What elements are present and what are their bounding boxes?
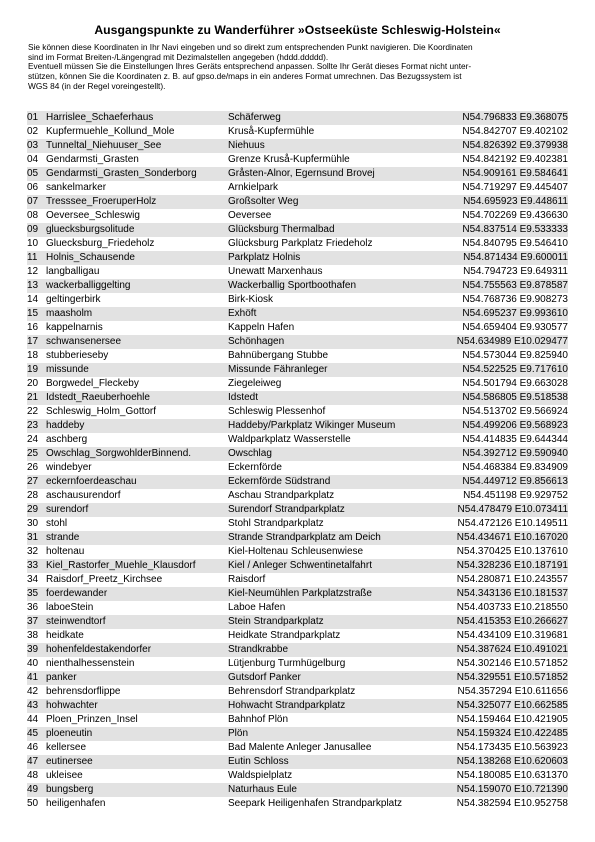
row-coordinates: N54.159324 E10.422485 (456, 728, 568, 739)
row-coordinates: N54.768736 E9.908273 (462, 294, 568, 305)
row-coordinates: N54.357294 E10.611656 (457, 686, 568, 697)
table-row (27, 265, 568, 279)
row-identifier: Harrislee_Schaeferhaus (46, 112, 154, 123)
row-number: 47 (27, 756, 39, 767)
row-location-name: Bahnübergang Stubbe (228, 350, 329, 361)
table-row (27, 363, 568, 377)
row-coordinates: N54.695923 E9.448611 (463, 196, 568, 207)
row-location-name: Bad Malente Anleger Janusallee (228, 742, 372, 753)
row-location-name: Glücksburg Parkplatz Friedeholz (228, 238, 373, 249)
row-location-name: Plön (228, 728, 249, 739)
row-coordinates: N54.840795 E9.546410 (462, 238, 568, 249)
table-row (27, 111, 568, 125)
row-identifier: geltingerbirk (46, 294, 101, 305)
table-row (27, 153, 568, 167)
row-coordinates: N54.382594 E10.952758 (456, 798, 568, 809)
row-location-name: Gråsten-Alnor, Egernsund Brovej (228, 168, 375, 179)
row-identifier: eutinersee (46, 756, 93, 767)
table-row (27, 531, 568, 545)
row-number: 05 (27, 168, 39, 179)
table-row (27, 699, 568, 713)
row-coordinates: N54.173435 E10.563923 (456, 742, 568, 753)
row-location-name: Behrensdorf Strandparkplatz (228, 686, 356, 697)
row-coordinates: N54.842192 E9.402381 (462, 154, 568, 165)
table-row (27, 755, 568, 769)
row-number: 35 (27, 588, 39, 599)
row-number: 10 (27, 238, 39, 249)
row-number: 13 (27, 280, 39, 291)
row-identifier: wackerballiggelting (46, 280, 131, 291)
row-coordinates: N54.573044 E9.825940 (462, 350, 568, 361)
row-identifier: eckernfoerdeaschau (46, 476, 137, 487)
row-coordinates: N54.522525 E9.717610 (462, 364, 568, 375)
row-number: 29 (27, 504, 39, 515)
row-coordinates: N54.138268 E10.620603 (456, 756, 568, 767)
table-row (27, 447, 568, 461)
table-row (27, 251, 568, 265)
row-number: 49 (27, 784, 39, 795)
row-coordinates: N54.842707 E9.402102 (462, 126, 568, 137)
row-location-name: Stohl Strandparkplatz (228, 518, 324, 529)
row-number: 21 (27, 392, 39, 403)
row-number: 30 (27, 518, 39, 529)
row-identifier: schwansenersee (46, 336, 122, 347)
row-coordinates: N54.719297 E9.445407 (462, 182, 568, 193)
table-row (27, 587, 568, 601)
row-coordinates: N54.659404 E9.930577 (462, 322, 568, 333)
row-coordinates: N54.513702 E9.566924 (462, 406, 568, 417)
row-location-name: Parkplatz Holnis (228, 252, 301, 263)
row-location-name: Kiel / Anleger Schwentinetalfahrt (228, 560, 372, 571)
table-row (27, 573, 568, 587)
row-location-name: Seepark Heiligenhafen Strandparkplatz (228, 798, 402, 809)
row-coordinates: N54.449712 E9.856613 (462, 476, 568, 487)
row-identifier: stubberieseby (46, 350, 109, 361)
row-coordinates: N54.796833 E9.368075 (462, 112, 568, 123)
row-location-name: Oeversee (228, 210, 272, 221)
row-location-name: Surendorf Strandparkplatz (228, 504, 345, 515)
row-identifier: windebyer (46, 462, 92, 473)
page-title: Ausgangspunkte zu Wanderführer »Ostseeküste Schleswig-Holstein« (94, 23, 501, 37)
intro-line: stützen, können Sie die Koordinaten z. B. auf gpso.de/maps in ein anderes Format umrechnen. Das Bezugssystem ist (28, 71, 462, 82)
row-number: 07 (27, 196, 39, 207)
row-identifier: hohwachter (46, 700, 98, 711)
row-identifier: steinwendtorf (46, 616, 106, 627)
row-location-name: Glücksburg Thermalbad (228, 224, 335, 235)
table-row (27, 335, 568, 349)
row-number: 15 (27, 308, 39, 319)
row-location-name: Kiel-Neumühlen Parkplatzstraße (228, 588, 372, 599)
row-number: 03 (27, 140, 39, 151)
row-location-name: Hohwacht Strandparkplatz (228, 700, 346, 711)
row-coordinates: N54.871434 E9.600011 (463, 252, 568, 263)
row-identifier: nienthalhessenstein (46, 658, 135, 669)
table-row (27, 433, 568, 447)
row-identifier: aschberg (46, 434, 88, 445)
row-identifier: Gendarmsti_Grasten (46, 154, 139, 165)
row-coordinates: N54.325077 E10.662585 (456, 700, 568, 711)
row-identifier: heidkate (46, 630, 84, 641)
row-identifier: haddeby (46, 420, 85, 431)
table-row (27, 321, 568, 335)
row-number: 17 (27, 336, 39, 347)
row-number: 01 (27, 112, 39, 123)
row-number: 38 (27, 630, 39, 641)
row-identifier: Tresssee_FroeruperHolz (46, 196, 157, 207)
table-row (27, 195, 568, 209)
row-location-name: Kappeln Hafen (228, 322, 295, 333)
row-number: 40 (27, 658, 39, 669)
row-number: 16 (27, 322, 39, 333)
row-identifier: Tunneltal_Niehuuser_See (46, 140, 162, 151)
row-location-name: Stein Strandparkplatz (228, 616, 324, 627)
coordinates-table (27, 111, 568, 811)
table-row (27, 503, 568, 517)
row-location-name: Eutin Schloss (228, 756, 289, 767)
row-coordinates: N54.468384 E9.834909 (462, 462, 568, 473)
table-row (27, 461, 568, 475)
row-number: 44 (27, 714, 39, 725)
row-number: 14 (27, 294, 39, 305)
row-coordinates: N54.387624 E10.491021 (456, 644, 568, 655)
row-location-name: Naturhaus Eule (228, 784, 297, 795)
row-coordinates: N54.702269 E9.436630 (462, 210, 568, 221)
table-row (27, 181, 568, 195)
row-location-name: Ziegeleiweg (228, 378, 282, 389)
row-coordinates: N54.434671 E10.167020 (456, 532, 568, 543)
row-coordinates: N54.414835 E9.644344 (462, 434, 568, 445)
table-row (27, 671, 568, 685)
row-coordinates: N54.478479 E10.073411 (457, 504, 568, 515)
row-location-name: Strande Strandparkplatz am Deich (228, 532, 381, 543)
row-location-name: Kiel-Holtenau Schleusenwiese (228, 546, 364, 557)
row-coordinates: N54.695237 E9.993610 (462, 308, 568, 319)
row-location-name: Arnkielpark (228, 182, 279, 193)
row-number: 11 (27, 252, 38, 263)
row-identifier: behrensdorflippe (46, 686, 121, 697)
table-row (27, 139, 568, 153)
row-location-name: Lütjenburg Turmhügelburg (228, 658, 346, 669)
row-number: 34 (27, 574, 39, 585)
row-number: 46 (27, 742, 39, 753)
row-identifier: aschausurendorf (46, 490, 121, 501)
row-location-name: Bahnhof Plön (228, 714, 289, 725)
row-coordinates: N54.180085 E10.631370 (456, 770, 568, 781)
row-number: 42 (27, 686, 39, 697)
table-row (27, 741, 568, 755)
row-coordinates: N54.794723 E9.649311 (463, 266, 568, 277)
row-location-name: Raisdorf (228, 574, 266, 585)
row-identifier: panker (46, 672, 77, 683)
row-coordinates: N54.434109 E10.319681 (456, 630, 568, 641)
row-number: 06 (27, 182, 39, 193)
row-coordinates: N54.826392 E9.379938 (462, 140, 568, 151)
row-identifier: Holnis_Schausende (46, 252, 135, 263)
row-identifier: Gluecksburg_Friedeholz (46, 238, 155, 249)
table-row (27, 601, 568, 615)
row-number: 19 (27, 364, 39, 375)
row-coordinates: N54.159464 E10.421905 (456, 714, 568, 725)
row-coordinates: N54.415353 E10.266627 (456, 616, 568, 627)
row-number: 36 (27, 602, 39, 613)
row-number: 24 (27, 434, 39, 445)
row-identifier: Borgwedel_Fleckeby (46, 378, 139, 389)
row-number: 08 (27, 210, 39, 221)
table-row (27, 559, 568, 573)
row-identifier: sankelmarker (46, 182, 107, 193)
table-row (27, 517, 568, 531)
row-identifier: stohl (46, 518, 68, 529)
row-location-name: Wackerballig Sportboothafen (228, 280, 357, 291)
row-number: 37 (27, 616, 39, 627)
row-coordinates: N54.837514 E9.533333 (462, 224, 568, 235)
table-row (27, 167, 568, 181)
row-location-name: Haddeby/Parkplatz Wikinger Museum (228, 420, 396, 431)
row-coordinates: N54.343136 E10.181537 (456, 588, 568, 599)
table-row (27, 307, 568, 321)
table-row (27, 293, 568, 307)
row-identifier: Ploen_Prinzen_Insel (46, 714, 138, 725)
table-row (27, 377, 568, 391)
row-identifier: surendorf (46, 504, 89, 515)
row-number: 50 (27, 798, 39, 809)
row-location-name: Exhöft (228, 308, 257, 319)
row-location-name: Schönhagen (228, 336, 285, 347)
row-number: 20 (27, 378, 39, 389)
intro-line: Sie können diese Koordinaten in Ihr Navi eingeben und so direkt zum entsprechenden Punkt navigieren. Die Koordinaten (28, 42, 473, 52)
table-row (27, 419, 568, 433)
table-row (27, 727, 568, 741)
row-location-name: Kruså-Kupfermühle (228, 126, 315, 137)
intro-line: Eventuell müssen Sie die Einstellungen Ihres Geräts entsprechend anpassen. Sollte Ihr Gerät dieses Format nicht unter- (28, 61, 472, 72)
row-location-name: Niehuus (228, 140, 265, 151)
table-row (27, 223, 568, 237)
table-row (27, 615, 568, 629)
row-coordinates: N54.451198 E9.929752 (463, 490, 568, 501)
row-identifier: kappelnarnis (46, 322, 103, 333)
row-identifier: strande (46, 532, 80, 543)
row-identifier: laboeStein (46, 602, 94, 613)
row-coordinates: N54.909161 E9.584641 (462, 168, 568, 179)
table-row (27, 783, 568, 797)
row-number: 12 (27, 266, 39, 277)
row-location-name: Owschlag (228, 448, 272, 459)
row-identifier: ploeneutin (46, 728, 93, 739)
row-number: 31 (27, 532, 39, 543)
row-coordinates: N54.634989 E10.029477 (456, 336, 568, 347)
row-identifier: heiligenhafen (46, 798, 106, 809)
row-number: 32 (27, 546, 39, 557)
row-location-name: Schleswig Plessenhof (228, 406, 326, 417)
row-identifier: Schleswig_Holm_Gottorf (46, 406, 157, 417)
row-number: 43 (27, 700, 39, 711)
table-row (27, 629, 568, 643)
row-coordinates: N54.392712 E9.590940 (462, 448, 568, 459)
row-coordinates: N54.159070 E10.721390 (456, 784, 568, 795)
row-identifier: maasholm (46, 308, 93, 319)
table-row (27, 769, 568, 783)
row-coordinates: N54.328236 E10.187191 (456, 560, 568, 571)
row-number: 22 (27, 406, 39, 417)
table-row (27, 657, 568, 671)
row-location-name: Idstedt (228, 392, 259, 403)
table-row (27, 209, 568, 223)
row-coordinates: N54.501794 E9.663028 (462, 378, 568, 389)
row-identifier: langballigau (46, 266, 100, 277)
table-row (27, 125, 568, 139)
table-row (27, 349, 568, 363)
row-identifier: Idstedt_Raeuberhoehle (46, 392, 150, 403)
row-location-name: Aschau Strandparkplatz (228, 490, 335, 501)
row-number: 33 (27, 560, 39, 571)
table-row (27, 405, 568, 419)
table-row (27, 489, 568, 503)
row-number: 09 (27, 224, 39, 235)
row-identifier: Owschlag_SorgwohlderBinnend. (46, 448, 192, 459)
row-number: 02 (27, 126, 39, 137)
row-number: 04 (27, 154, 39, 165)
table-row (27, 685, 568, 699)
row-coordinates: N54.472126 E10.149511 (457, 518, 568, 529)
row-location-name: Laboe Hafen (228, 602, 286, 613)
row-location-name: Gutsdorf Panker (228, 672, 301, 683)
intro-line: sind im Format Breiten-/Längengrad mit Dezimalstellen angegeben (hddd.ddddd). (28, 51, 329, 62)
row-identifier: gluecksburgsolitude (46, 224, 135, 235)
row-location-name: Unewatt Marxenhaus (228, 266, 323, 277)
row-identifier: hohenfeldestakendorfer (46, 644, 152, 655)
row-number: 27 (27, 476, 39, 487)
row-location-name: Schäferweg (228, 112, 281, 123)
row-number: 25 (27, 448, 39, 459)
row-identifier: Raisdorf_Preetz_Kirchsee (46, 574, 163, 585)
row-number: 48 (27, 770, 39, 781)
row-location-name: Waldspielplatz (228, 770, 293, 781)
row-identifier: Kupfermuehle_Kollund_Mole (46, 126, 175, 137)
row-coordinates: N54.586805 E9.518538 (462, 392, 568, 403)
row-number: 26 (27, 462, 39, 473)
row-identifier: kellersee (46, 742, 87, 753)
row-location-name: Eckernförde (228, 462, 282, 473)
row-identifier: Gendarmsti_Grasten_Sonderborg (46, 168, 197, 179)
table-row (27, 797, 568, 811)
row-location-name: Grenze Kruså-Kupfermühle (228, 154, 350, 165)
table-row (27, 713, 568, 727)
row-number: 41 (27, 672, 39, 683)
row-location-name: Waldparkplatz Wasserstelle (228, 434, 351, 445)
table-row (27, 279, 568, 293)
row-identifier: Oeversee_Schleswig (46, 210, 140, 221)
table-row (27, 545, 568, 559)
row-number: 39 (27, 644, 39, 655)
row-identifier: Kiel_Rastorfer_Muehle_Klausdorf (46, 560, 196, 571)
table-row (27, 237, 568, 251)
row-identifier: ukleisee (46, 770, 83, 781)
row-identifier: missunde (46, 364, 89, 375)
table-row (27, 475, 568, 489)
row-coordinates: N54.329551 E10.571852 (456, 672, 568, 683)
row-location-name: Birk-Kiosk (228, 294, 274, 305)
row-number: 23 (27, 420, 39, 431)
row-location-name: Heidkate Strandparkplatz (228, 630, 341, 641)
row-location-name: Missunde Fähranleger (228, 364, 328, 375)
row-identifier: foerdewander (46, 588, 108, 599)
row-location-name: Eckernförde Südstrand (228, 476, 331, 487)
row-coordinates: N54.403733 E10.218550 (456, 602, 568, 613)
row-coordinates: N54.370425 E10.137610 (456, 546, 568, 557)
row-location-name: Strandkrabbe (228, 644, 289, 655)
row-identifier: holtenau (46, 546, 85, 557)
table-row (27, 391, 568, 405)
row-coordinates: N54.280871 E10.243557 (456, 574, 568, 585)
row-identifier: bungsberg (46, 784, 94, 795)
row-location-name: Großsolter Weg (228, 196, 299, 207)
row-coordinates: N54.499206 E9.568923 (462, 420, 568, 431)
row-coordinates: N54.302146 E10.571852 (456, 658, 568, 669)
intro-line: WGS 84 (in der Regel voreingestellt). (28, 80, 166, 91)
row-number: 28 (27, 490, 39, 501)
table-row (27, 643, 568, 657)
row-number: 45 (27, 728, 39, 739)
intro-text (28, 43, 573, 92)
row-coordinates: N54.755563 E9.878587 (462, 280, 568, 291)
row-number: 18 (27, 350, 39, 361)
